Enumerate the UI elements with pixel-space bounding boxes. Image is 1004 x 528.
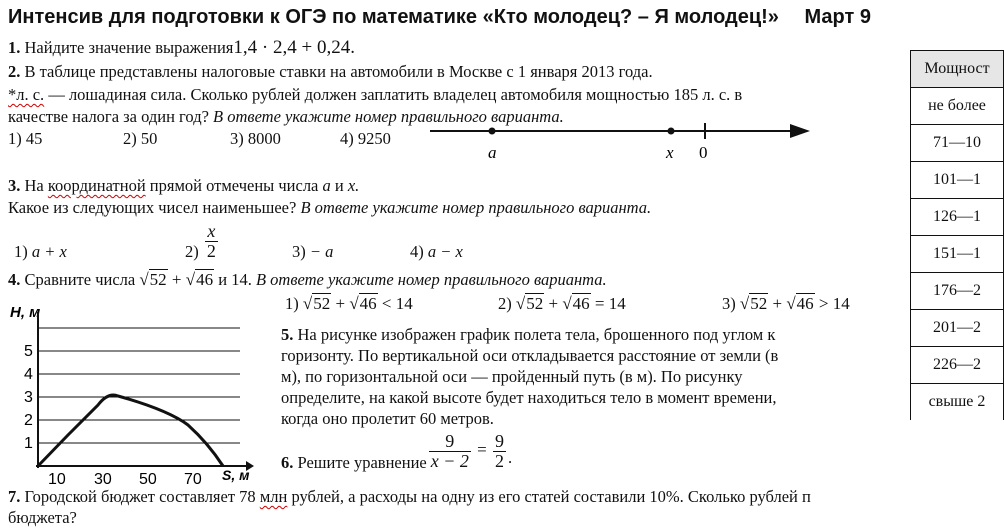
q2-option-2[interactable]: 2) 50 <box>123 129 158 148</box>
question-3: 3. На координатной прямой отмечены числа a и x. <box>8 176 360 195</box>
table-row: 176—2 <box>911 273 1004 310</box>
question-2: 2. В таблице представлены налоговые ставки на автомобили в Москве с 1 января 2013 года. <box>8 62 653 81</box>
point-x <box>668 128 675 135</box>
table-header: Мощност <box>911 51 1004 88</box>
q2-option-1[interactable]: 1) 45 <box>8 129 43 148</box>
x-tick-70: 70 <box>184 471 202 488</box>
question-1: 1. Найдите значение выражения1,4 · 2,4 + 0,24. <box>8 37 355 58</box>
q4-option-3[interactable]: 3) √52 + √46 > 14 <box>722 294 850 313</box>
axis-label-zero: 0 <box>699 143 708 162</box>
q1-expression: 1,4 · 2,4 + 0,24. <box>233 37 355 58</box>
flight-graph <box>8 300 273 490</box>
table-row: 71—10 <box>911 125 1004 162</box>
table-row: 151—1 <box>911 236 1004 273</box>
y-tick-4: 4 <box>24 366 33 383</box>
axis-label-a: a <box>488 143 497 162</box>
question-2-line3: качестве налога за один год? В ответе укажите номер правильного варианта. <box>8 107 564 126</box>
number-line <box>430 118 820 190</box>
graph-y-label: H, м <box>10 304 41 321</box>
graph-grid <box>38 328 240 466</box>
y-tick-1: 1 <box>24 435 33 452</box>
question-3-line2: Какое из следующих чисел наименьшее? В ответе укажите номер правильного варианта. <box>8 198 652 217</box>
y-tick-3: 3 <box>24 389 33 406</box>
q3-option-4[interactable]: 4) a − x <box>410 242 463 261</box>
question-4: 4. Сравните числа √52 + √46 и 14. В ответе укажите номер правильного варианта. <box>8 270 607 289</box>
q3-option-2[interactable]: 2) $\frac{x}{2}$ <box>185 221 216 262</box>
y-tick-2: 2 <box>24 412 33 429</box>
q3-option-3[interactable]: 3) − a <box>292 242 334 261</box>
q2-option-4[interactable]: 4) 9250 <box>340 129 391 148</box>
table-row: 226—2 <box>911 347 1004 384</box>
q4-option-1[interactable]: 1) √52 + √46 < 14 <box>285 294 413 313</box>
x-tick-10: 10 <box>48 471 66 488</box>
question-6: 6. Решите уравнение $\frac{9}{x - 2}$ = $\frac{9}{2}$ . <box>281 431 513 473</box>
graph-x-label: S, м <box>222 467 250 483</box>
y-tick-5: 5 <box>24 343 33 360</box>
table-row: 201—2 <box>911 310 1004 347</box>
question-7: 7. Городской бюджет составляет 78 млн рублей, а расходы на одну из его статей составили 10%. Сколько рублей п <box>8 487 811 506</box>
x-tick-50: 50 <box>139 471 157 488</box>
q4-option-2[interactable]: 2) √52 + √46 = 14 <box>498 294 626 313</box>
axis-label-x: x <box>666 143 674 162</box>
table-row: 126—1 <box>911 199 1004 236</box>
table-row: 101—1 <box>911 162 1004 199</box>
question-5: 5. На рисунке изображен график полета тела, брошенного под углом к горизонту. По вертикальной оси откладывается расстояние от земли (в м), по горизонтальной оси — пройденный путь (в м). По рисунку определите, на какой высоте будет находиться тело в момент времени, когда оно пролетит 60 метров. <box>281 325 779 428</box>
q2-answer-options <box>8 129 391 149</box>
table-row: свыше 2 <box>911 384 1004 421</box>
tax-table <box>910 50 1004 420</box>
arrow-right-icon <box>790 124 810 138</box>
x-tick-30: 30 <box>94 471 112 488</box>
table-row: не более <box>911 88 1004 125</box>
q3-option-1[interactable]: 1) a + x <box>14 242 67 261</box>
question-7-line2: бюджета? <box>8 508 77 527</box>
title-month: Март 9 <box>804 6 871 28</box>
point-a <box>489 128 496 135</box>
page-title: Интенсив для подготовки к ОГЭ по математике «Кто молодец? – Я молодец!» Март 9 <box>8 6 871 28</box>
question-2-line2: *л. с. — лошадиная сила. Сколько рублей должен заплатить владелец автомобиля мощностью 185 л. с. в <box>8 85 743 104</box>
q2-option-3[interactable]: 3) 8000 <box>230 129 281 148</box>
flight-curve <box>38 395 223 466</box>
